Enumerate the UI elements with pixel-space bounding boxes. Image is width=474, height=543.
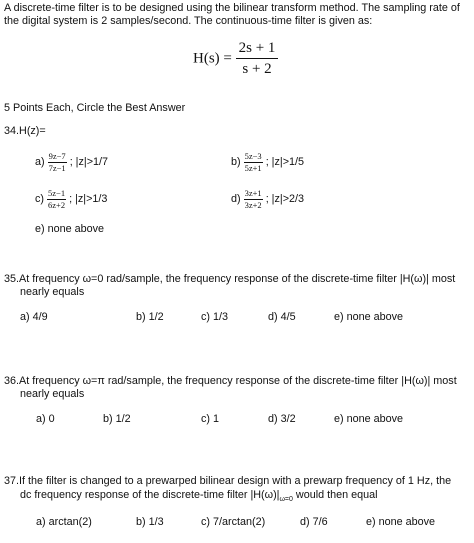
q35-option-e[interactable]: e) none above bbox=[334, 311, 404, 323]
intro-line-2: the digital system is 2 samples/second. The continuous-time filter is given as: bbox=[4, 15, 373, 27]
option-label: b) bbox=[231, 155, 241, 168]
equation-fraction bbox=[236, 41, 279, 77]
q34-number: 34. bbox=[4, 125, 20, 137]
option-roc: ; |z|>2/3 bbox=[265, 192, 305, 205]
fraction-denominator: 3z+2 bbox=[244, 199, 262, 210]
q35-option-c[interactable]: c) 1/3 bbox=[201, 311, 229, 323]
option-label: d) bbox=[231, 192, 241, 205]
q37-option-a[interactable]: a) arctan(2) bbox=[36, 516, 92, 528]
q36-option-e[interactable]: e) none above bbox=[334, 413, 404, 425]
q37-option-b[interactable]: b) 1/3 bbox=[136, 516, 164, 528]
q37-number: 37. bbox=[4, 475, 20, 487]
q36-line-1 bbox=[4, 375, 457, 387]
option-text: none above bbox=[47, 223, 105, 235]
q34-option-a[interactable] bbox=[35, 152, 108, 172]
q37-subscript: ω=0 bbox=[279, 496, 293, 504]
instructions: 5 Points Each, Circle the Best Answer bbox=[4, 102, 186, 114]
q36-option-b[interactable]: b) 1/2 bbox=[103, 413, 131, 425]
q34-option-b[interactable] bbox=[231, 152, 304, 172]
q35-option-a[interactable]: a) 4/9 bbox=[20, 311, 48, 323]
q37-text: If the filter is changed to a prewarped bilinear design with a prewarp frequency of 1 Hz, the bbox=[19, 475, 452, 487]
fraction-numerator: 9z−7 bbox=[48, 151, 66, 161]
q34-option-e[interactable] bbox=[35, 223, 104, 235]
q36-line-2: nearly equals bbox=[20, 388, 85, 400]
q34-option-d[interactable] bbox=[231, 189, 304, 209]
transfer-function-equation bbox=[193, 41, 278, 77]
option-fraction bbox=[244, 189, 263, 209]
option-fraction bbox=[244, 152, 263, 172]
equation-denominator: s + 2 bbox=[242, 61, 272, 77]
q37-line-2 bbox=[20, 489, 378, 503]
fraction-numerator: 5z−3 bbox=[244, 151, 262, 161]
q37-line-2-end: would then equal bbox=[292, 489, 378, 501]
q36-option-c[interactable]: c) 1 bbox=[201, 413, 219, 425]
fraction-numerator: 3z+1 bbox=[244, 188, 262, 198]
q37-line-1 bbox=[4, 475, 451, 487]
option-label: a) bbox=[35, 155, 45, 168]
q34-question: H(z)= bbox=[19, 125, 46, 137]
option-fraction bbox=[48, 152, 67, 172]
q34-header bbox=[4, 125, 46, 137]
q35-text: At frequency ω=0 rad/sample, the frequency response of the discrete-time filter |H(ω)| most bbox=[19, 273, 456, 285]
q35-option-b[interactable]: b) 1/2 bbox=[136, 311, 164, 323]
q34-option-c[interactable] bbox=[35, 189, 107, 209]
q35-line-1 bbox=[4, 273, 455, 285]
equation-numerator: 2s + 1 bbox=[236, 41, 279, 59]
q36-number: 36. bbox=[4, 375, 20, 387]
q35-number: 35. bbox=[4, 273, 20, 285]
option-roc: ; |z|>1/3 bbox=[69, 192, 108, 205]
equation-lhs: H(s) = bbox=[193, 50, 232, 67]
q37-option-e[interactable]: e) none above bbox=[366, 516, 436, 528]
q35-option-d[interactable]: d) 4/5 bbox=[268, 311, 296, 323]
intro-line-1: A discrete-time filter is to be designed using the bilinear transform method. The sampling rate of bbox=[4, 2, 460, 14]
q36-option-a[interactable]: a) 0 bbox=[36, 413, 55, 425]
option-roc: ; |z|>1/5 bbox=[265, 155, 305, 168]
q37-option-c[interactable]: c) 7/arctan(2) bbox=[201, 516, 266, 528]
option-label: e) bbox=[35, 223, 45, 235]
option-label: c) bbox=[35, 192, 44, 205]
q35-line-2: nearly equals bbox=[20, 286, 85, 298]
fraction-numerator: 5z−1 bbox=[48, 188, 66, 198]
fraction-denominator: 5z+1 bbox=[244, 162, 262, 173]
q36-option-d[interactable]: d) 3/2 bbox=[268, 413, 296, 425]
option-fraction bbox=[47, 189, 66, 209]
fraction-denominator: 6z+2 bbox=[48, 199, 66, 210]
fraction-denominator: 7z−1 bbox=[48, 162, 66, 173]
q37-line-2-text: dc frequency response of the discrete-time filter |H(ω)| bbox=[20, 489, 280, 501]
q37-option-d[interactable]: d) 7/6 bbox=[300, 516, 328, 528]
option-roc: ; |z|>1/7 bbox=[69, 155, 109, 168]
q36-text: At frequency ω=π rad/sample, the frequency response of the discrete-time filter |H(ω)| most bbox=[19, 375, 457, 387]
